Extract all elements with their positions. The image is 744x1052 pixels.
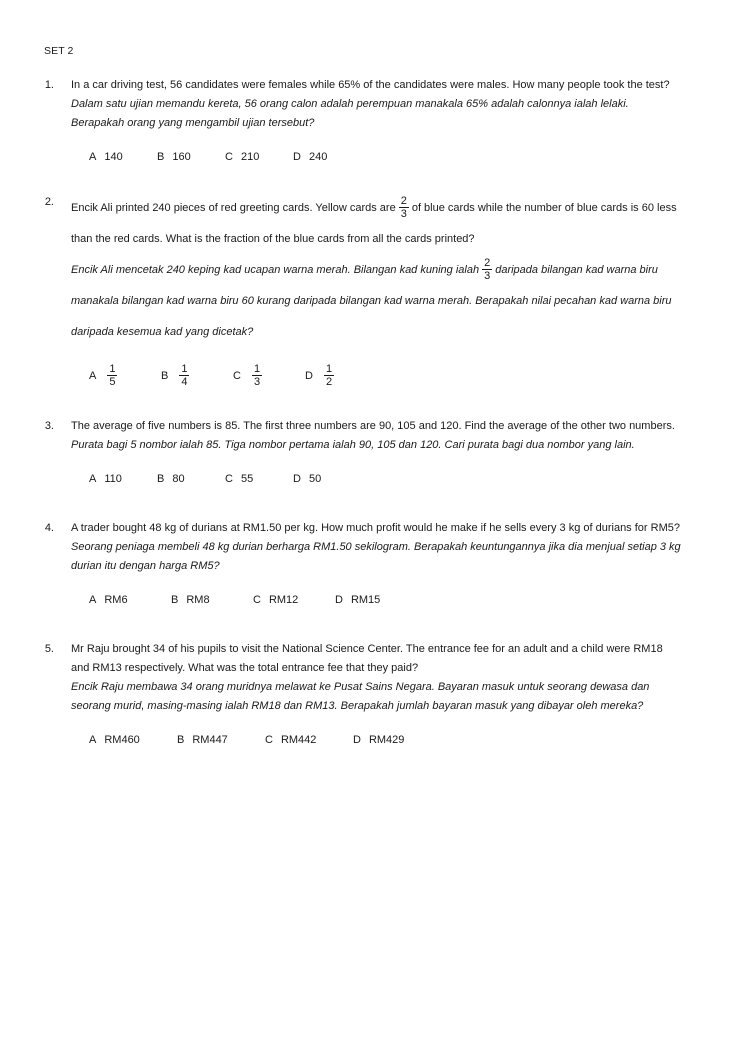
question-text-english: A trader bought 48 kg of durians at RM1.50 per kg. How much profit would he make if he sells every 3 kg of durians for RM5? xyxy=(71,522,680,534)
option-letter: C xyxy=(225,151,233,163)
option-b[interactable] xyxy=(161,364,233,389)
option-value: RM447 xyxy=(192,734,228,746)
option-d[interactable] xyxy=(353,731,404,750)
option-c[interactable] xyxy=(225,148,293,167)
option-value: RM12 xyxy=(268,594,299,606)
option-value: RM15 xyxy=(350,594,381,606)
page-title: SET 2 xyxy=(44,45,74,57)
question-gap xyxy=(44,489,700,519)
question-2 xyxy=(44,193,700,389)
fraction-denominator: 3 xyxy=(253,376,261,388)
option-letter: D xyxy=(293,473,301,485)
option-letter: C xyxy=(265,734,273,746)
question-4 xyxy=(44,519,700,610)
fraction-numerator: 2 xyxy=(400,194,407,207)
option-b[interactable] xyxy=(177,731,265,750)
question-text-malay xyxy=(71,255,683,348)
option-letter: C xyxy=(233,370,241,382)
question-text-english: The average of five numbers is 85. The first three numbers are 90, 105 and 120. Find the average of the other two numbers. xyxy=(71,420,675,432)
question-text-english: In a car driving test, 56 candidates were females while 65% of the candidates were males. How many people took the test? xyxy=(71,79,670,91)
option-c[interactable] xyxy=(233,364,305,389)
question-body xyxy=(71,76,683,167)
option-value: 110 xyxy=(104,473,122,485)
option-b[interactable] xyxy=(157,148,225,167)
option-letter: A xyxy=(89,151,97,163)
option-letter: D xyxy=(293,151,301,163)
answer-options xyxy=(71,364,683,389)
question-number: 2. xyxy=(44,196,54,208)
fraction-denominator: 3 xyxy=(400,207,407,220)
question-text-english xyxy=(71,193,683,255)
option-d[interactable] xyxy=(305,364,337,389)
question-gap xyxy=(44,610,700,640)
option-letter: B xyxy=(177,734,185,746)
option-letter: D xyxy=(335,594,343,606)
inline-fraction xyxy=(482,257,492,282)
fraction-numerator: 1 xyxy=(253,363,261,375)
question-1 xyxy=(44,76,700,167)
question-text-malay: Seorang peniaga membeli 48 kg durian berharga RM1.50 sekilogram. Berapakah keuntungannya jika dia menjual setiap 3 kg durian itu dengan harga RM5? xyxy=(71,541,681,572)
option-letter: A xyxy=(89,370,97,382)
question-body xyxy=(71,640,683,750)
question-body xyxy=(71,519,683,610)
question-gap xyxy=(44,167,700,193)
question-number: 1. xyxy=(44,79,54,91)
option-a[interactable] xyxy=(89,731,177,750)
answer-options xyxy=(71,148,683,167)
question-text-malay: Encik Raju membawa 34 orang muridnya melawat ke Pusat Sains Negara. Bayaran masuk untuk seorang dewasa dan seorang murid, masing-masing ialah RM18 dan RM13. Berapakah jumlah bayaran masuk yang dibayar oleh mereka? xyxy=(71,681,650,712)
option-d[interactable] xyxy=(293,148,327,167)
fraction-numerator: 1 xyxy=(109,363,116,375)
fraction-denominator: 5 xyxy=(109,376,116,388)
option-letter: D xyxy=(353,734,361,746)
question-body xyxy=(71,193,683,389)
option-value: 80 xyxy=(172,473,185,485)
option-value: RM442 xyxy=(280,734,317,746)
option-value: 140 xyxy=(104,151,123,163)
option-value: RM460 xyxy=(104,734,140,746)
question-number: 3. xyxy=(44,420,54,432)
option-letter: C xyxy=(225,473,233,485)
option-letter: B xyxy=(161,370,169,382)
option-value: 160 xyxy=(172,151,191,163)
option-b[interactable] xyxy=(157,470,225,489)
option-letter: A xyxy=(89,594,97,606)
option-fraction xyxy=(107,363,117,388)
answer-options xyxy=(71,591,683,610)
question-5 xyxy=(44,640,700,750)
option-letter: B xyxy=(171,594,179,606)
option-fraction xyxy=(324,363,334,388)
fraction-denominator: 4 xyxy=(181,376,188,388)
option-value: RM6 xyxy=(104,594,128,606)
option-a[interactable] xyxy=(89,591,171,610)
option-letter: D xyxy=(305,370,313,382)
option-letter: A xyxy=(89,473,97,485)
fraction-numerator: 1 xyxy=(325,363,333,375)
option-value: RM8 xyxy=(186,594,210,606)
option-letter: B xyxy=(157,473,165,485)
option-value: RM429 xyxy=(368,734,405,746)
question-text-english-tail: of blue cards while the number of blue cards is 60 less than the red cards. What is the fraction of the blue cards from all the cards printed? xyxy=(71,202,677,245)
fraction-denominator: 2 xyxy=(325,376,333,388)
fraction-numerator: 1 xyxy=(181,363,188,375)
question-number: 4. xyxy=(44,522,54,534)
option-value: 240 xyxy=(308,151,328,163)
question-3 xyxy=(44,417,700,489)
option-fraction xyxy=(179,363,189,388)
fraction-numerator: 2 xyxy=(484,256,491,269)
option-value: 210 xyxy=(240,151,260,163)
option-letter: C xyxy=(253,594,261,606)
option-c[interactable] xyxy=(253,591,335,610)
option-a[interactable] xyxy=(89,470,157,489)
option-value: 55 xyxy=(240,473,254,485)
question-text-english: Mr Raju brought 34 of his pupils to visit the National Science Center. The entrance fee for an adult and a child were RM18 and RM13 respectively. What was the total entrance fee that they paid? xyxy=(71,643,663,674)
question-text-malay-tail: daripada bilangan kad warna biru manakala bilangan kad warna biru 60 kurang daripada bilangan kad warna merah. Berapakah nilai pecahan kad warna biru daripada kesemua kad yang dicetak? xyxy=(71,264,672,338)
question-text-malay-lead: Encik Ali mencetak 240 keping kad ucapan warna merah. Bilangan kad kuning ialah xyxy=(71,264,480,276)
question-text-malay: Purata bagi 5 nombor ialah 85. Tiga nombor pertama ialah 90, 105 dan 120. Cari purata bagi dua nombor yang lain. xyxy=(71,439,635,451)
option-b[interactable] xyxy=(171,591,253,610)
option-value: 50 xyxy=(308,473,322,485)
question-number: 5. xyxy=(44,643,54,655)
option-fraction xyxy=(252,363,262,388)
option-d[interactable] xyxy=(335,591,380,610)
question-text-malay: Dalam satu ujian memandu kereta, 56 orang calon adalah perempuan manakala 65% adalah calonnya ialah lelaki. Berapakah orang yang mengambil ujian tersebut? xyxy=(71,98,629,129)
question-body xyxy=(71,417,683,489)
option-c[interactable] xyxy=(265,731,353,750)
inline-fraction xyxy=(399,195,409,220)
question-text-english-lead: Encik Ali printed 240 pieces of red greeting cards. Yellow cards are xyxy=(71,202,396,214)
option-d[interactable] xyxy=(293,470,321,489)
fraction-denominator: 3 xyxy=(484,269,491,282)
option-c[interactable] xyxy=(225,470,293,489)
answer-options xyxy=(71,731,683,750)
option-letter: A xyxy=(89,734,97,746)
option-letter: B xyxy=(157,151,165,163)
answer-options xyxy=(71,470,683,489)
option-a[interactable] xyxy=(89,364,161,389)
question-gap xyxy=(44,389,700,417)
option-a[interactable] xyxy=(89,148,157,167)
